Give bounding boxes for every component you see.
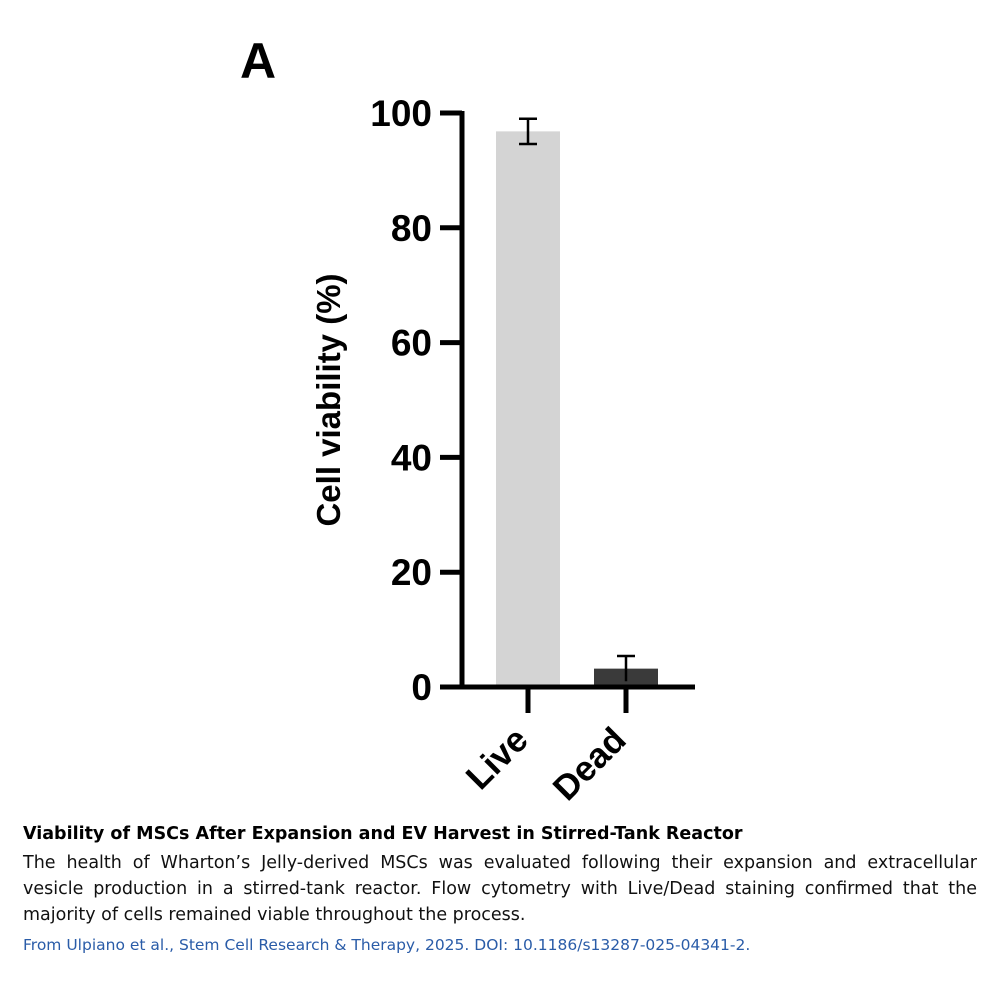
- y-tick-label-80: 80: [390, 207, 432, 249]
- y-tick-label-100: 100: [370, 93, 432, 134]
- y-tick-label-20: 20: [390, 552, 432, 594]
- y-tick-label-60: 60: [390, 322, 432, 364]
- y-tick-label-0: 0: [411, 667, 432, 708]
- caption-source[interactable]: From Ulpiano et al., Stem Cell Research & Therapy, 2025. DOI: 10.1186/s13287-025-04341-2.: [23, 936, 751, 954]
- y-tick-label-40: 40: [390, 437, 432, 479]
- bar-live: [496, 131, 560, 687]
- x-tick-label-live: Live: [458, 720, 536, 798]
- x-tick-label-dead: Dead: [545, 720, 634, 809]
- caption-body: The health of Wharton’s Jelly-derived MSCs was evaluated following their expansion and extracellular vesicle production in a stirred-tank reactor. Flow cytometry with Live/Dead staining confirmed that the majority of cells remained viable throughout the process.: [23, 853, 977, 925]
- caption-title: Viability of MSCs After Expansion and EV Harvest in Stirred-Tank Reactor: [23, 824, 743, 844]
- panel-label: A: [240, 33, 277, 89]
- figure-caption: [23, 822, 977, 956]
- plot-area: [370, 93, 695, 808]
- y-axis-label: Cell viability (%): [310, 273, 347, 527]
